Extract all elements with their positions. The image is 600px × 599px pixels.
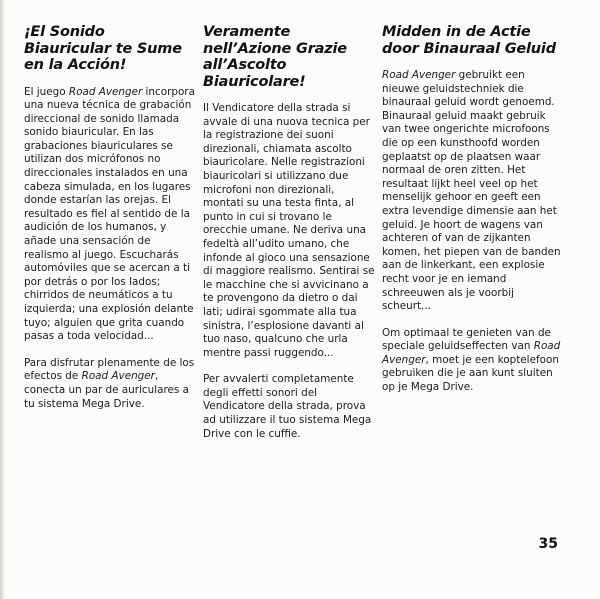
italic-title-text: Road Avenger [382,340,561,366]
text-run: , conecta un par de auriculares a tu sistema Mega Drive. [24,370,189,410]
heading-spanish: ¡El Sonido Biauricular te Sume en la Acción! [24,24,182,73]
italic-title-text: Road Avenger [81,370,155,383]
paragraph-spanish-2 [24,357,196,411]
italic-title-text: Road Avenger [68,85,143,98]
page-number: 35 [538,536,558,552]
paragraph-dutch-2 [382,327,562,395]
paragraph-italian-1 [203,102,375,360]
text-run: , moet je een koptelefoon gebruiken die je aan kunt sluiten op je Mega Drive. [382,353,559,394]
text-run: incorpora una nueva técnica de grabación direccional de sonido llamada sonido biauricular. En las grabaciones biauriculares se utilizan dos micrófonos no direccionales instalados en una cabeza simulada, en los lugares donde estarían las orejas. El resultado es fiel al sentido de la audición de los humanos, y añade una sensación de realismo al juego. Escucharás automóviles que se acercan a ti por detrás o por los lados; chirridos de neumáticos a tu izquierda; una explosión delante tuyo; alguien que grita cuando pasas a toda velocidad... [24,85,195,343]
heading-dutch: Midden in de Actie door Binauraal Geluid [382,24,556,57]
text-run: Il Vendicatore della strada si avvale di una nuova tecnica per la registrazione dei suoni direzionali, chiamata ascolto biauricolare. Nelle registrazioni biauricolari si utilizzano due microfoni non direzionali, montati su una testa finta, al punto in cui si trovano le orecchie umane. Ne deriva una fedeltà all’udito umano, che infonde al gioco una sensazione di maggiore realismo. Sentirai se le macchine che si avvicinano a te provengono da dietro o dai lati; udirai sgommate alla tua sinistra, l’esplosione davanti al tuo naso, qualcuno che urla mentre passi ruggendo... [203,102,375,359]
heading-italian: Veramente nell’Azione Grazie all’Ascolto Biauricolare! [203,24,347,90]
text-run: gebruikt een nieuwe geluidstechniek die binauraal geluid wordt genoemd. Binauraal geluid maakt gebruik van twee ongerichte microfoons die op een kunsthoofd worden geplaatst op de plaatsen waar normaal de oren zitten. Het resultaat lijkt heel veel op het menselijk gehoor en geeft een extra levendige dimensie aan het geluid. Je hoort de wagens van achteren of van de zijkanten komen, het piepen van de banden aan de linkerkant, een explosie recht voor je en iemand schreeuwen als je voorbij scheurt... [382,69,561,313]
paragraph-italian-2 [203,373,375,441]
italic-title-text: Road Avenger [382,69,456,81]
column-italian [203,24,375,454]
binding-shadow [0,0,5,599]
column-spanish [24,24,196,424]
column-dutch [382,24,562,408]
paragraph-spanish-1 [24,86,196,344]
text-run: Para disfrutar plenamente de los efectos de [24,356,195,383]
text-run: Per avvalerti completamente degli effetti sonori del Vendicatore della strada, prova ad utilizzare il tuo sistema Mega Drive con le cuffie. [203,373,372,440]
paragraph-dutch-1 [382,69,562,314]
text-run: Om optimaal te genieten van de speciale geluidseffecten van [382,326,551,353]
text-run: El juego [24,85,69,98]
